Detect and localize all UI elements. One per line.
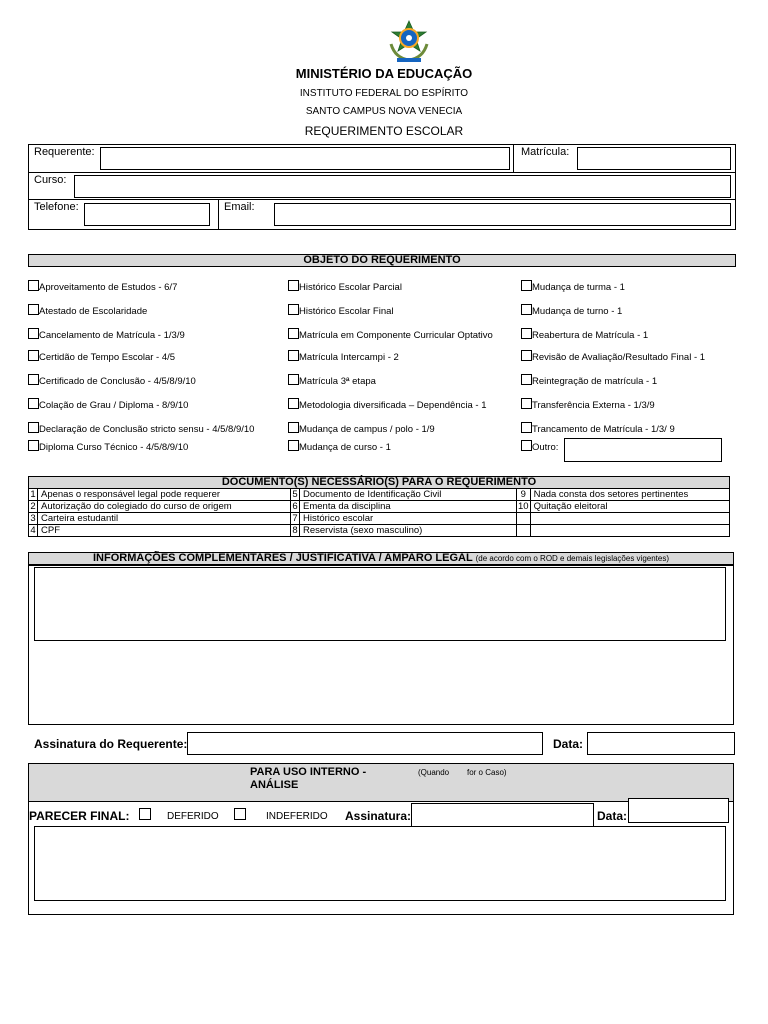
checkbox[interactable] — [28, 350, 39, 361]
requerente-label: Requerente: — [34, 146, 95, 158]
checkbox[interactable] — [28, 374, 39, 385]
divider — [218, 199, 219, 230]
outro-input[interactable] — [564, 438, 722, 462]
ministry-title: MINISTÉRIO DA EDUCAÇÃO — [295, 66, 473, 81]
option-mudanca-turno[interactable]: Mudança de turno - 1 — [521, 304, 622, 318]
option-colacao[interactable]: Colação de Grau / Diploma - 8/9/10 — [28, 398, 188, 412]
option-diploma[interactable]: Diploma Curso Técnico - 4/5/8/9/10 — [28, 440, 188, 454]
deferido-checkbox[interactable] — [139, 808, 151, 820]
divider — [28, 172, 736, 173]
documentos-section-header: DOCUMENTO(S) NECESSÁRIO(S) PARA O REQUERIMENTO — [28, 476, 730, 489]
deferido-label: DEFERIDO — [167, 811, 219, 822]
checkbox[interactable] — [521, 304, 532, 315]
checkbox[interactable] — [521, 280, 532, 291]
option-aproveitamento[interactable]: Aproveitamento de Estudos - 6/7 — [28, 280, 177, 294]
divider — [28, 199, 736, 200]
matricula-label: Matrícula: — [521, 146, 570, 158]
option-mudanca-curso[interactable]: Mudança de curso - 1 — [288, 440, 391, 454]
checkbox[interactable] — [28, 398, 39, 409]
uso-interno-header — [29, 764, 733, 801]
checkbox[interactable] — [28, 328, 39, 339]
checkbox[interactable] — [288, 422, 299, 433]
email-label: Email: — [224, 201, 255, 213]
option-transferencia[interactable]: Transferência Externa - 1/3/9 — [521, 398, 655, 412]
checkbox[interactable] — [288, 328, 299, 339]
checkbox[interactable] — [521, 398, 532, 409]
data-interno-input[interactable] — [628, 798, 729, 823]
objeto-section-header: OBJETO DO REQUERIMENTO — [28, 254, 736, 267]
checkbox[interactable] — [521, 422, 532, 433]
option-historico-final[interactable]: Histórico Escolar Final — [288, 304, 394, 318]
divider — [513, 144, 514, 172]
assinatura-requerente-label: Assinatura do Requerente: — [34, 737, 188, 751]
checkbox[interactable] — [521, 374, 532, 385]
parecer-final-label: PARECER FINAL: — [29, 809, 130, 823]
option-certificado[interactable]: Certificado de Conclusão - 4/5/8/9/10 — [28, 374, 196, 388]
option-reabertura[interactable]: Reabertura de Matrícula - 1 — [521, 328, 648, 342]
brazil-coat-of-arms-logo — [385, 20, 433, 64]
option-atestado[interactable]: Atestado de Escolaridade — [28, 304, 147, 318]
table-row: 1 Apenas o responsável legal pode requerer 5 Documento de Identificação Civil 9 Nada consta dos setores pertinentes — [29, 489, 730, 501]
option-declaracao[interactable]: Declaração de Conclusão stricto sensu - 4/5/8/9/10 — [28, 422, 254, 436]
option-cancelamento[interactable]: Cancelamento de Matrícula - 1/3/9 — [28, 328, 185, 342]
caso-note: for o Caso) — [467, 768, 507, 777]
assinatura-interno-input[interactable] — [411, 803, 594, 828]
checkbox[interactable] — [28, 280, 39, 291]
informacoes-textarea[interactable] — [34, 567, 726, 641]
parecer-textarea[interactable] — [34, 826, 726, 901]
data-requerente-input[interactable] — [587, 732, 735, 755]
option-certidao[interactable]: Certidão de Tempo Escolar - 4/5 — [28, 350, 175, 364]
option-matricula-intercampi[interactable]: Matrícula Intercampi - 2 — [288, 350, 399, 364]
checkbox[interactable] — [288, 398, 299, 409]
indeferido-label: INDEFERIDO — [266, 811, 328, 822]
checkbox[interactable] — [28, 440, 39, 451]
informacoes-note: (de acordo com o ROD e demais legislações vigentes) — [475, 554, 669, 563]
informacoes-title: INFORMAÇÕES COMPLEMENTARES / JUSTIFICATIVA / AMPARO LEGAL — [93, 552, 473, 564]
assinatura-requerente-input[interactable] — [187, 732, 543, 755]
checkbox[interactable] — [28, 422, 39, 433]
uso-interno-title: PARA USO INTERNO - — [250, 766, 367, 778]
institute-name: INSTITUTO FEDERAL DO ESPÍRITO — [299, 88, 469, 99]
informacoes-section-header — [28, 552, 734, 565]
table-row: 4 CPF 8 Reservista (sexo masculino) — [29, 525, 730, 537]
option-trancamento[interactable]: Trancamento de Matrícula - 1/3/ 9 — [521, 422, 675, 436]
assinatura-interno-label: Assinatura: — [345, 809, 412, 823]
checkbox[interactable] — [521, 350, 532, 361]
option-historico-parcial[interactable]: Histórico Escolar Parcial — [288, 280, 402, 294]
data-requerente-label: Data: — [553, 737, 584, 751]
checkbox[interactable] — [521, 328, 532, 339]
telefone-label: Telefone: — [34, 201, 79, 213]
form-title: REQUERIMENTO ESCOLAR — [304, 124, 464, 138]
option-matricula-3-etapa[interactable]: Matrícula 3ª etapa — [288, 374, 376, 388]
curso-label: Curso: — [34, 174, 67, 186]
uso-interno-subtitle: ANÁLISE — [250, 779, 299, 791]
curso-input[interactable] — [74, 175, 731, 198]
campus-name: SANTO CAMPUS NOVA VENECIA — [305, 106, 463, 117]
option-mudanca-campus[interactable]: Mudança de campus / polo - 1/9 — [288, 422, 435, 436]
option-matricula-optativo[interactable]: Matrícula em Componente Curricular Optativo — [288, 328, 493, 342]
table-row: 2 Autorização do colegiado do curso de origem 6 Ementa da disciplina 10 Quitação eleitoral — [29, 501, 730, 513]
checkbox[interactable] — [288, 440, 299, 451]
checkbox[interactable] — [288, 374, 299, 385]
checkbox[interactable] — [288, 280, 299, 291]
quando-note: (Quando — [418, 768, 450, 777]
option-metodologia[interactable]: Metodologia diversificada – Dependência - 1 — [288, 398, 486, 412]
checkbox[interactable] — [288, 350, 299, 361]
option-outro[interactable]: Outro: — [521, 440, 558, 454]
option-revisao[interactable]: Revisão de Avaliação/Resultado Final - 1 — [521, 350, 705, 364]
checkbox[interactable] — [28, 304, 39, 315]
matricula-input[interactable] — [577, 147, 731, 170]
telefone-input[interactable] — [84, 203, 210, 226]
data-interno-label: Data: — [597, 809, 628, 823]
option-mudanca-turma[interactable]: Mudança de turma - 1 — [521, 280, 625, 294]
indeferido-checkbox[interactable] — [234, 808, 246, 820]
requerente-input[interactable] — [100, 147, 510, 170]
documentos-table — [28, 488, 730, 537]
checkbox[interactable] — [288, 304, 299, 315]
checkbox[interactable] — [521, 440, 532, 451]
table-row: 3 Carteira estudantil 7 Histórico escolar — [29, 513, 730, 525]
email-input[interactable] — [274, 203, 731, 226]
option-reintegracao[interactable]: Reintegração de matrícula - 1 — [521, 374, 657, 388]
